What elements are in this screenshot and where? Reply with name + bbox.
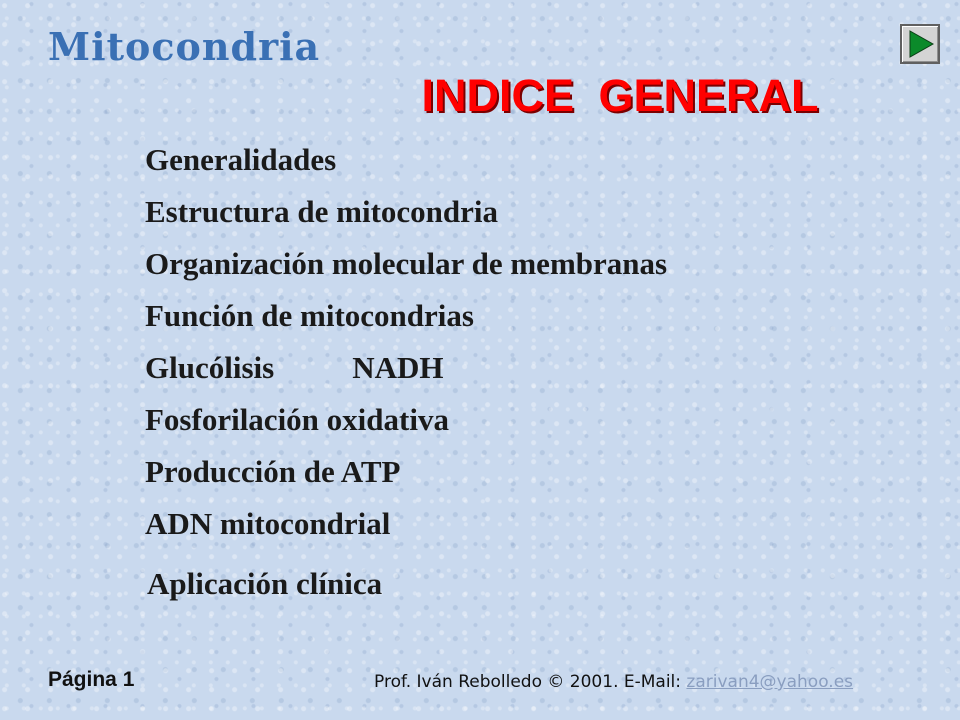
- page-number: Página 1: [48, 668, 135, 691]
- menu-item-organizacion[interactable]: Organización molecular de membranas: [145, 246, 668, 281]
- next-slide-button[interactable]: [900, 24, 940, 64]
- menu-item-estructura[interactable]: Estructura de mitocondria: [145, 194, 499, 229]
- brand-title: Mitocondria: [48, 24, 321, 69]
- menu-row-glucolisis-nadh: [145, 342, 667, 394]
- menu-item-generalidades[interactable]: Generalidades: [145, 142, 337, 177]
- footer-credit: [374, 672, 853, 692]
- menu-item-aplicacion[interactable]: Aplicación clínica: [147, 566, 383, 601]
- index-menu: [145, 134, 667, 610]
- menu-item-glucolisis[interactable]: Glucólisis: [145, 350, 275, 385]
- menu-item-adn[interactable]: ADN mitocondrial: [145, 506, 391, 541]
- page-title: INDICE GENERAL: [421, 70, 819, 121]
- menu-item-nadh[interactable]: NADH: [352, 350, 444, 385]
- credit-text: Prof. Iván Rebolledo © 2001. E-Mail:: [374, 672, 687, 692]
- play-triangle-icon: [908, 30, 934, 58]
- menu-item-produccion-atp[interactable]: Producción de ATP: [145, 454, 401, 489]
- email-link[interactable]: zarivan4@yahoo.es: [686, 672, 854, 692]
- menu-item-funcion[interactable]: Función de mitocondrias: [145, 298, 474, 333]
- menu-item-fosforilacion[interactable]: Fosforilación oxidativa: [145, 402, 449, 437]
